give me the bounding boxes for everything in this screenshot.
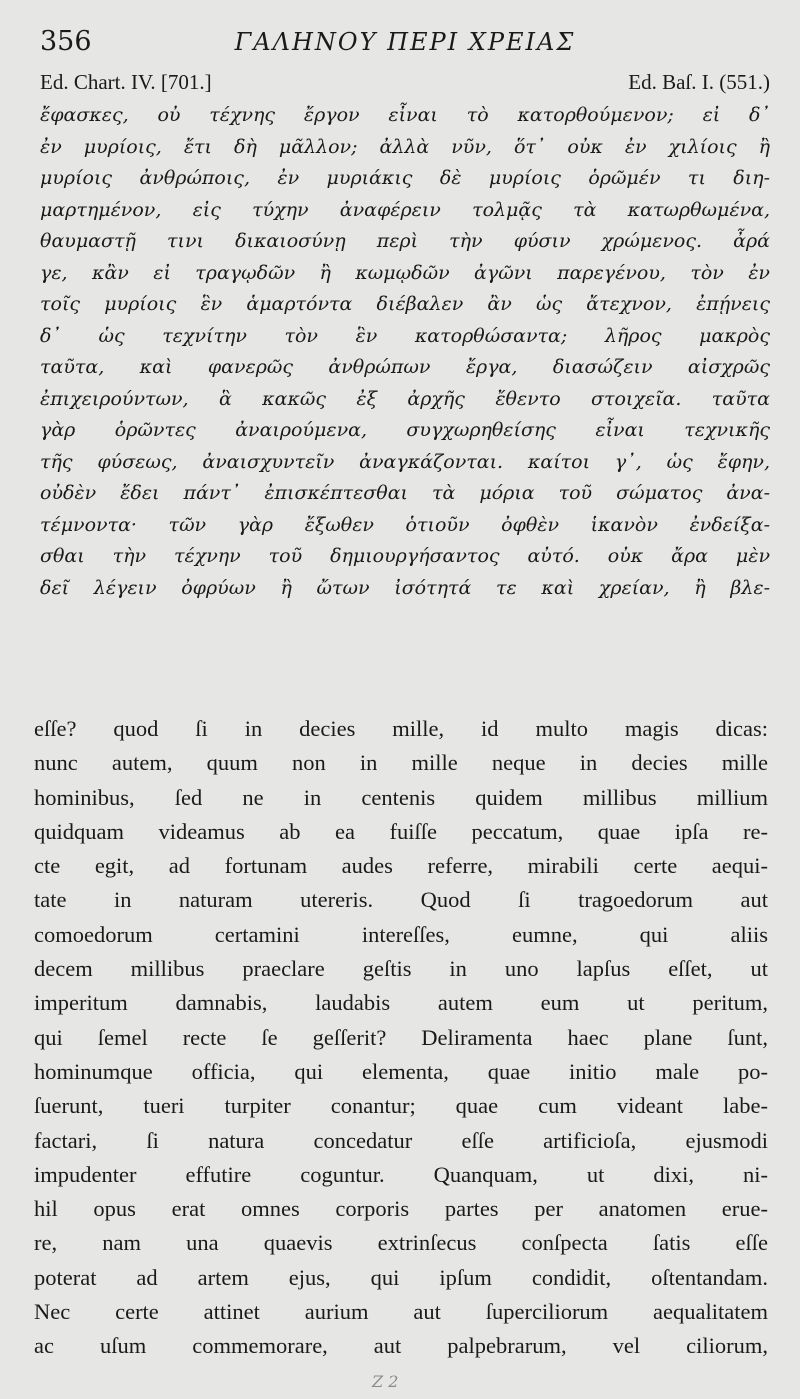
latin-text-line: Nec certe attinet aurium aut ſuperciliorum aequalitatem [34,1299,768,1325]
edition-basel: Ed. Baſ. I. (551.) [628,70,770,94]
latin-text-line: poterat ad artem ejus, qui ipſum condidit, oſtentandam. [34,1264,768,1290]
latin-text-line: qui ſemel recte ſe geſſerit? Deliramenta haec plane ſunt, [34,1024,768,1050]
greek-text-line: ἐν μυρίοις, ἔτι δὴ μᾶλλον; ἀλλὰ νῦν, ὅτ᾽ οὐκ ἐν χιλίοις ἢ [40,135,770,158]
greek-text-line: ἔφασκες, οὐ τέχνης ἔργον εἶναι τὸ κατορθούμενον; εἰ δ᾽ [40,104,770,126]
latin-text-line: imperitum damnabis, laudabis autem eum ut peritum, [34,990,768,1016]
latin-text-line: hominumque officia, qui elementa, quae initio male po- [34,1058,768,1084]
edition-references [40,70,770,100]
latin-text-line: re, nam una quaevis extrinſecus conſpecta ſatis eſſe [34,1230,768,1256]
greek-text-line: ταῦτα, καὶ φανερῶς ἀνθρώπων ἔργα, διασώζειν αἰσχρῶς [40,356,770,378]
greek-text-line: γε, κἂν εἰ τραγῳδῶν ἢ κωμῳδῶν ἀγῶνι παρεγένου, τὸν ἐν [40,261,770,284]
greek-text-line: δεῖ λέγειν ὀφρύων ἢ ὤτων ἰσότητά τε καὶ χρείαν, ἢ βλε- [40,576,770,599]
latin-text-line: comoedorum certamini intereſſes, eumne, qui aliis [34,921,768,947]
latin-text-line: nunc autem, quum non in mille neque in decies mille [34,750,768,776]
page-number: 356 [40,26,92,57]
latin-text-line: hominibus, ſed ne in centenis quidem millibus millium [34,784,768,810]
greek-text-line: οὐδὲν ἔδει πάντ᾽ ἐπισκέπτεσθαι τὰ μόρια τοῦ σώματος ἀνα- [40,482,770,504]
greek-text-line: ἐπιχειρούντων, ἃ κακῶς ἐξ ἀρχῆς ἔθεντο στοιχεῖα. ταῦτα [40,387,770,410]
latin-text-line: ac uſum commemorare, aut palpebrarum, vel ciliorum, [34,1333,768,1359]
greek-text-line: τοῖς μυρίοις ἓν ἁμαρτόντα διέβαλεν ἂν ὡς ἄτεχνον, ἐπῄνεις [40,293,770,315]
greek-text-line: μαρτημένον, εἰς τύχην ἀναφέρειν τολμᾷς τὰ κατωρθωμένα, [40,198,770,221]
signature-mark: Z 2 [372,1372,399,1391]
latin-text-line: decem millibus praeclare geſtis in uno lapſus eſſet, ut [34,956,768,982]
latin-text-line: ſuerunt, tueri turpiter conantur; quae cum videant labe- [34,1093,768,1119]
greek-text-block [40,100,770,604]
greek-text-line: γὰρ ὁρῶντες ἀναιρούμενα, συγχωρηθείσης εἶναι τεχνικῆς [40,419,770,441]
latin-text-line: cte egit, ad fortunam audes referre, mirabili certe aequi- [34,853,768,879]
greek-text-line: δ᾽ ὡς τεχνίτην τὸν ἓν κατορθώσαντα; λῆρος μακρὸς [40,324,770,347]
greek-text-line: μυρίοις ἀνθρώποις, ἐν μυριάκις δὲ μυρίοις ὁρῶμέν τι διη- [40,167,770,189]
greek-text-line: τῆς φύσεως, ἀναισχυντεῖν ἀναγκάζονται. καίτοι γ᾽, ὡς ἔφην, [40,450,770,473]
latin-text-line: tate in naturam utereris. Quod ſi tragoedorum aut [34,887,768,913]
running-title: ΓΑΛΗΝΟΥ ΠΕΡΙ ΧΡΕΙΑΣ [234,28,576,56]
page-header [40,26,770,60]
latin-text-line: eſſe? quod ſi in decies mille, id multo magis dicas: [34,716,768,741]
edition-chartier: Ed. Chart. IV. [701.] [40,70,212,94]
latin-text-line: impudenter effutire coguntur. Quanquam, ut dixi, ni- [34,1161,768,1187]
greek-text-line: τέμνοντα· τῶν γὰρ ἔξωθεν ὁτιοῦν ὀφθὲν ἱκανὸν ἐνδείξα- [40,513,770,536]
latin-text-block [34,712,768,1364]
greek-text-line: θαυμαστῇ τινι δικαιοσύνῃ περὶ τὴν φύσιν χρώμενος. ἆρά [40,230,770,252]
greek-text-line: σθαι τὴν τέχνην τοῦ δημιουργήσαντος αὐτό. οὐκ ἄρα μὲν [40,545,770,567]
latin-text-line: hil opus erat omnes corporis partes per anatomen erue- [34,1196,768,1222]
latin-text-line: quidquam videamus ab ea fuiſſe peccatum, quae ipſa re- [34,818,768,844]
latin-text-line: factari, ſi natura concedatur eſſe artificioſa, ejusmodi [34,1127,768,1153]
